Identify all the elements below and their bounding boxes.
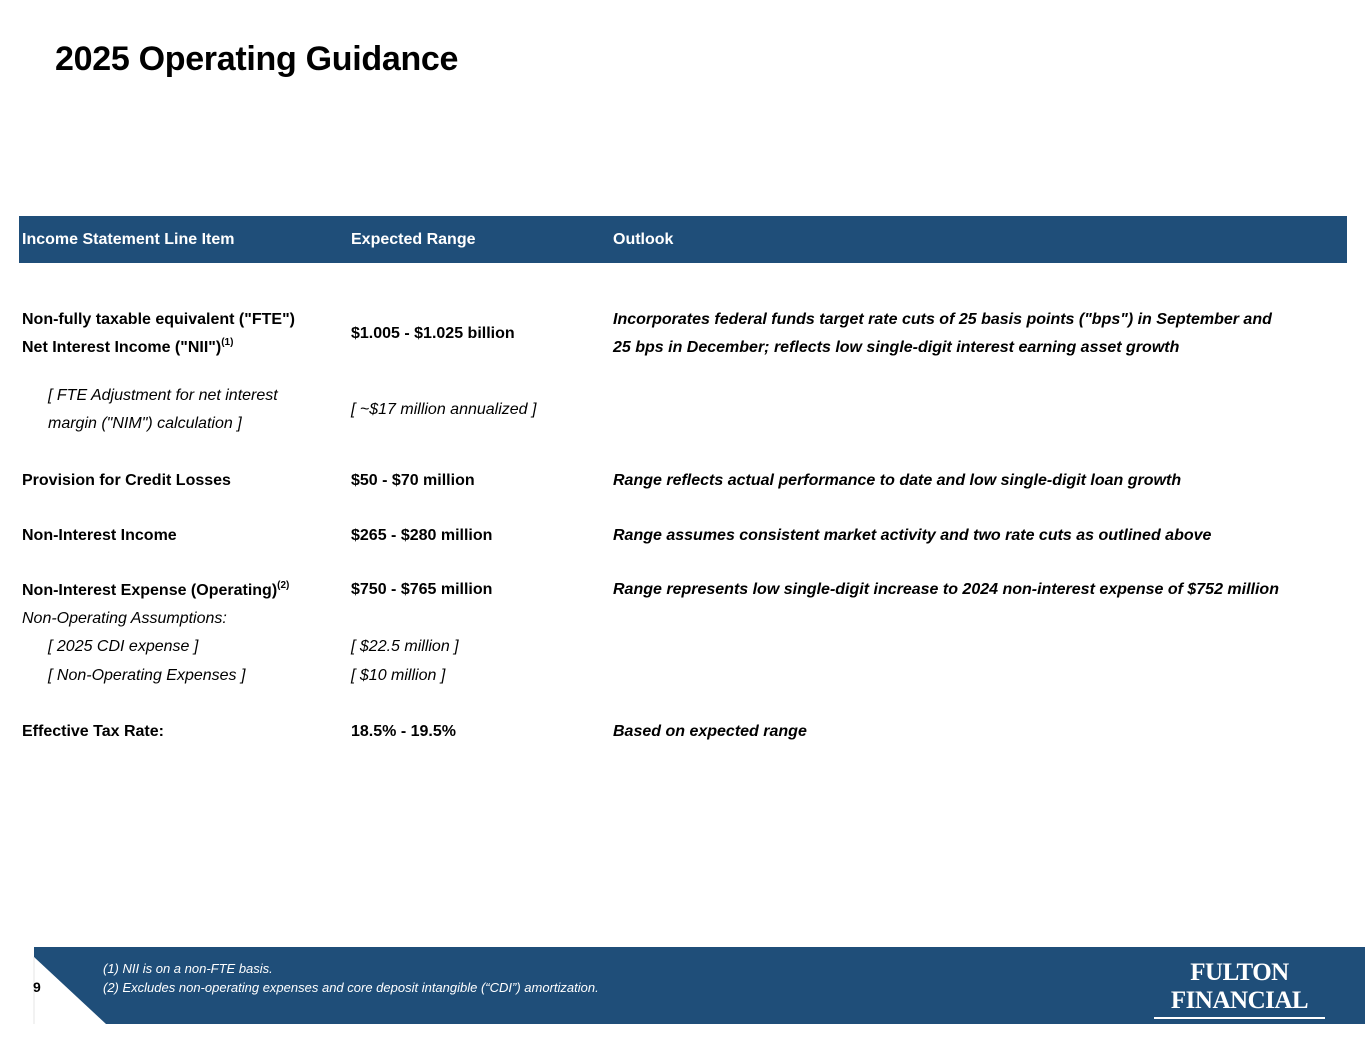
column-header-expected-range: Expected Range [351, 231, 476, 248]
table-header [19, 216, 1347, 263]
nii-label-line1: Non-fully taxable equivalent ("FTE") [22, 311, 295, 328]
company-logo [1152, 959, 1327, 1041]
page-number: 9 [33, 979, 41, 995]
non-interest-expense-label [22, 577, 289, 605]
footer-bar [0, 947, 1365, 1040]
cdi-expense-value: [ $22.5 million ] [351, 638, 459, 655]
non-interest-expense-outlook: Range represents low single-digit increase to 2024 non-interest expense of $752 million [613, 581, 1279, 598]
provision-range: $50 - $70 million [351, 472, 475, 489]
footnote-2: (2) Excludes non-operating expenses and core deposit intangible (“CDI”) amortization. [103, 980, 599, 995]
page-title: 2025 Operating Guidance [55, 40, 459, 78]
cdi-expense-label: [ 2025 CDI expense ] [48, 638, 199, 655]
non-interest-expense-range: $750 - $765 million [351, 581, 493, 598]
fte-label-line2: margin ("NIM") calculation ] [48, 415, 242, 432]
footnote-1: (1) NII is on a non-FTE basis. [103, 961, 273, 976]
logo-text-bottom: CORPORATION [1177, 1021, 1302, 1040]
nii-outlook-line2: 25 bps in December; reflects low single-digit interest earning asset growth [613, 339, 1180, 356]
provision-label: Provision for Credit Losses [22, 472, 231, 489]
tax-rate-label: Effective Tax Rate: [22, 723, 164, 740]
non-interest-income-outlook: Range assumes consistent market activity and two rate cuts as outlined above [613, 527, 1212, 544]
tax-rate-outlook: Based on expected range [613, 723, 807, 740]
non-operating-expenses-value: [ $10 million ] [351, 667, 446, 684]
fte-label-line1: [ FTE Adjustment for net interest [48, 387, 278, 404]
nii-range: $1.005 - $1.025 billion [351, 325, 515, 342]
provision-outlook: Range reflects actual performance to date and low single-digit loan growth [613, 472, 1182, 489]
fte-range: [ ~$17 million annualized ] [351, 401, 537, 418]
nii-footnote-marker: (1) [221, 337, 234, 348]
nii-outlook-line1: Incorporates federal funds target rate cuts of 25 basis points ("bps") in September and [613, 311, 1272, 328]
logo-text-top: FULTON FINANCIAL [1170, 959, 1309, 1014]
non-operating-assumptions-label: Non-Operating Assumptions: [22, 610, 227, 627]
footnotes [103, 959, 599, 997]
logo-rule [1154, 1017, 1325, 1019]
non-interest-income-range: $265 - $280 million [351, 527, 493, 544]
column-header-outlook: Outlook [613, 231, 674, 248]
non-interest-income-label: Non-Interest Income [22, 527, 177, 544]
tax-rate-range: 18.5% - 19.5% [351, 723, 456, 740]
nii-label-text: Net Interest Income ("NII") [22, 339, 222, 356]
non-operating-expenses-label: [ Non-Operating Expenses ] [48, 667, 246, 684]
non-interest-expense-footnote-marker: (2) [277, 580, 290, 591]
nii-label-line2 [22, 334, 233, 362]
non-interest-expense-text: Non-Interest Expense (Operating) [22, 582, 278, 599]
column-header-line-item: Income Statement Line Item [22, 231, 235, 248]
